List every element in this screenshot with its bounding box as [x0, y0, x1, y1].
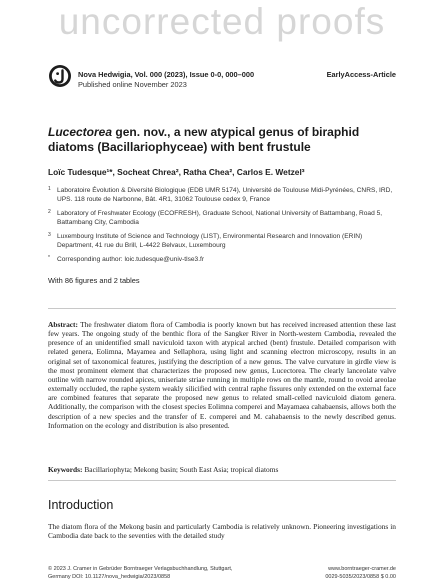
affiliation-text: Luxembourg Institute of Science and Technology (LIST), Environmental Research and Innovation (ERIN) Department, 41 rue du Brill, L-4422 Belvaux, Luxembourg	[57, 233, 363, 250]
affiliation-number: *	[48, 255, 50, 261]
publication-date: Published online November 2023	[78, 80, 187, 89]
title-genus-name: Lucectorea	[48, 125, 113, 139]
footer-publisher	[325, 566, 396, 581]
journal-citation: Nova Hedwigia, Vol. 000 (2023), Issue 0-0, 000–000	[78, 70, 255, 79]
affiliation-number: 1	[48, 186, 51, 192]
article-type-badge: EarlyAccess-Article	[326, 70, 396, 79]
affiliation-text: Laboratory of Freshwater Ecology (ECOFRESH), Graduate School, National University of Battambang, Road 5, Battambang City, Cambodia	[57, 210, 383, 227]
title-line-2: diatoms (Bacillariophyceae) with bent frustule	[48, 140, 311, 154]
footer-website: www.borntraeger-cramer.de	[328, 566, 396, 572]
abstract	[48, 320, 396, 430]
title-line-1-rest: gen. nov., a new atypical genus of biraphid	[112, 125, 360, 139]
keywords-text: Bacillariophyta; Mekong basin; South East Asia; tropical diatoms	[84, 465, 279, 474]
corresponding-author	[48, 255, 398, 264]
affiliation-3	[48, 232, 398, 250]
corresponding-author-text: Corresponding author: loic.tudesque@univ-tlse3.fr	[57, 256, 205, 263]
footer-copyright-line: © 2023 J. Cramer in Gebrüder Borntraeger Verlagsbuchhandlung, Stuttgart,	[48, 566, 233, 572]
keywords	[48, 465, 396, 474]
article-title	[48, 125, 398, 155]
author-list: Loïc Tudesque¹*, Socheat Chrea², Ratha Chea², Carlos E. Wetzel³	[48, 167, 305, 177]
footer-issn-line: 0029-5035/2023/0858 $ 0.00	[325, 573, 396, 580]
affiliation-number: 2	[48, 209, 51, 215]
introduction-paragraph: The diatom flora of the Mekong basin and particularly Cambodia is relatively unknown. Pioneering investigations in Cambodia date back to the seventies with the detailed study	[48, 522, 396, 541]
footer-doi-line: Germany DOI: 10.1127/nova_hedwigia/2023/0858	[48, 573, 171, 580]
divider-bottom	[48, 480, 396, 481]
footer-copyright	[48, 566, 232, 581]
abstract-text: The freshwater diatom flora of Cambodia is poorly known but has received increased attention these last few years. The ongoing study of the benthic flora of the Sangker River in North-western Cambodia, revealed the presence of an unidentified small naviculoid taxon with atypical arched (bent) frustule. Detailed comparison with related genera, Eolimna, Mayamea and Sellaphora, using light and scanning electron microscopy, results in an original set of taxonomical features, justifying the description of a new genus. The valve curvature in girdle view is the most prominent element that characterizes the proposed new genus, Lucectorea. The clearly lanceolate valve outline with narrow rounded apices, uniseriate striae running in multiple rows on the mantle, round to ovoid areolae externally occluded, the raphe system weakly silicified with central raphe fissures only extended on the external face are combined features that separate the proposed new genus to related small-celled naviculoid diatom genera. Additionally, the comparison with the closest species Eolimna comperei and Mayamaea cahabaensis, allows both the description of a new species and the transfer of E. comperei and M. cahabaensis to the newly described genus. Information on the ecology and distribution is also presented.	[48, 320, 396, 430]
watermark-uncorrected-proofs: uncorrected proofs	[58, 1, 386, 42]
abstract-label: Abstract:	[48, 320, 78, 329]
figures-note: With 86 figures and 2 tables	[48, 276, 140, 285]
journal-logo	[48, 64, 72, 88]
keywords-label: Keywords:	[48, 465, 83, 474]
affiliation-text: Laboratoire Évolution & Diversité Biologique (EDB UMR 5174), Université de Toulouse Midi-Pyrénées, CNRS, IRD, UPS. 118 route de Narbonne, Bât. 4R1, 31062 Toulouse cedex 9, France	[57, 187, 393, 204]
affiliation-2	[48, 209, 398, 227]
divider-top	[48, 308, 396, 309]
introduction-heading: Introduction	[48, 498, 114, 512]
affiliation-1	[48, 186, 398, 204]
affiliation-number: 3	[48, 232, 51, 238]
